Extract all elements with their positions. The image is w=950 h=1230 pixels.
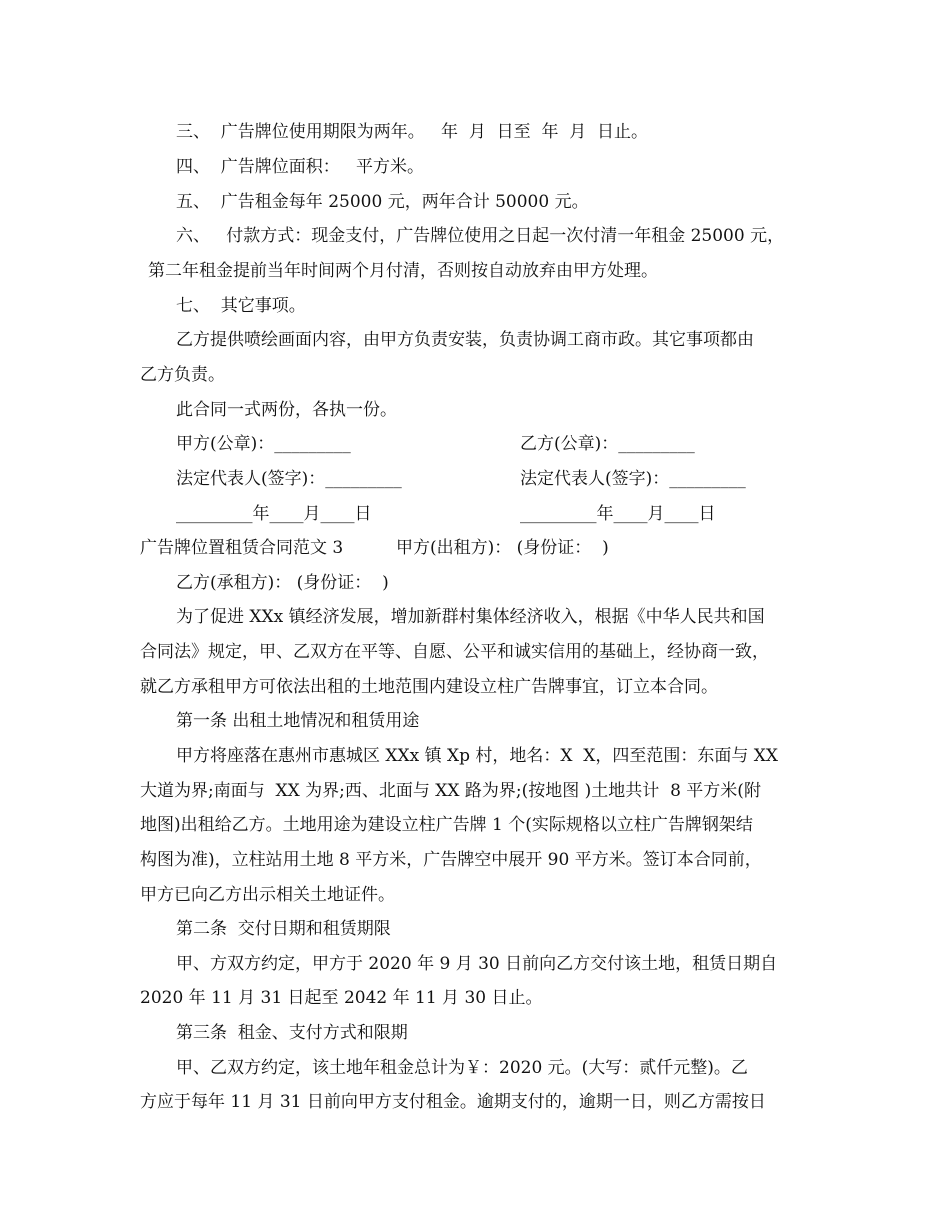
article-two-heading: 第二条 交付日期和租赁期限	[176, 919, 391, 939]
party-a-date: _________年____月____日	[176, 504, 372, 524]
lessee-line: 乙方(承租方)： (身份证： )	[176, 573, 389, 593]
clause-three: 三、 广告牌位使用期限为两年。 年 月 日至 年 月 日止。	[176, 122, 649, 142]
article-one-heading: 第一条 出租土地情况和租赁用途	[176, 711, 420, 731]
preamble-line-1: 为了促进 XXx 镇经济发展，增加新群村集体经济收入，根据《中华人民共和国	[176, 607, 765, 627]
article-one-line-5: 甲方已向乙方出示相关土地证件。	[140, 885, 395, 905]
article-two-line-2: 2020 年 11 月 31 日起至 2042 年 11 月 30 日止。	[140, 988, 543, 1008]
clause-six-line-2: 第二年租金提前当年时间两个月付清，否则按自动放弃由甲方处理。	[148, 261, 658, 281]
party-a-seal: 甲方(公章)：_________	[176, 434, 351, 454]
preamble-line-2: 合同法》规定，甲、乙双方在平等、自愿、公平和诚实信用的基础上，经协商一致，	[140, 642, 769, 662]
article-two-line-1: 甲、方双方约定，甲方于 2020 年 9 月 30 日前向乙方交付该土地，租赁日期自	[176, 954, 778, 974]
clause-five: 五、 广告租金每年 25000 元，两年合计 50000 元。	[176, 192, 589, 212]
party-b-date: _________年____月____日	[520, 504, 716, 524]
article-one-line-1: 甲方将座落在惠州市惠城区 XXx 镇 Xp 村，地名：X X，四至范围：东面与 XX	[176, 746, 779, 766]
article-one-line-2: 大道为界;南面与 XX 为界;西、北面与 XX 路为界;(按地图 )土地共计 8 平方米(附	[140, 781, 761, 801]
article-three-heading: 第三条 租金、支付方式和限期	[176, 1023, 408, 1043]
party-b-representative: 法定代表人(签字)：_________	[520, 469, 746, 489]
clause-four: 四、 广告牌位面积： 平方米。	[176, 157, 425, 177]
sample-title: 广告牌位置租赁合同范文 3	[140, 538, 344, 558]
party-b-seal: 乙方(公章)：_________	[520, 434, 695, 454]
article-one-line-3: 地图)出租给乙方。土地用途为建设立柱广告牌 1 个(实际规格以立柱广告牌钢架结	[140, 815, 753, 835]
preamble-line-3: 就乙方承租甲方可依法出租的土地范围内建设立柱广告牌事宜，订立本合同。	[140, 677, 718, 697]
copies-note: 此合同一式两份，各执一份。	[176, 400, 397, 420]
other-matters-line-1: 乙方提供喷绘画面内容，由甲方负责安装，负责协调工商市政。其它事项都由	[176, 330, 754, 350]
clause-seven: 七、 其它事项。	[176, 296, 306, 316]
article-three-line-1: 甲、乙双方约定，该土地年租金总计为￥：2020 元。(大写：贰仟元整)。乙	[176, 1058, 748, 1078]
article-one-line-4: 构图为准)，立柱站用土地 8 平方米，广告牌空中展开 90 平方米。签订本合同前，	[140, 850, 762, 870]
other-matters-line-2: 乙方负责。	[140, 365, 225, 385]
article-three-line-2: 方应于每年 11 月 31 日前向甲方支付租金。逾期支付的，逾期一日，则乙方需按日	[140, 1092, 766, 1112]
lessor-line: 甲方(出租方)： (身份证： )	[396, 538, 609, 558]
party-a-representative: 法定代表人(签字)：_________	[176, 469, 402, 489]
clause-six-line-1: 六、 付款方式：现金支付，广告牌位使用之日起一次付清一年租金 25000 元，	[176, 226, 785, 246]
